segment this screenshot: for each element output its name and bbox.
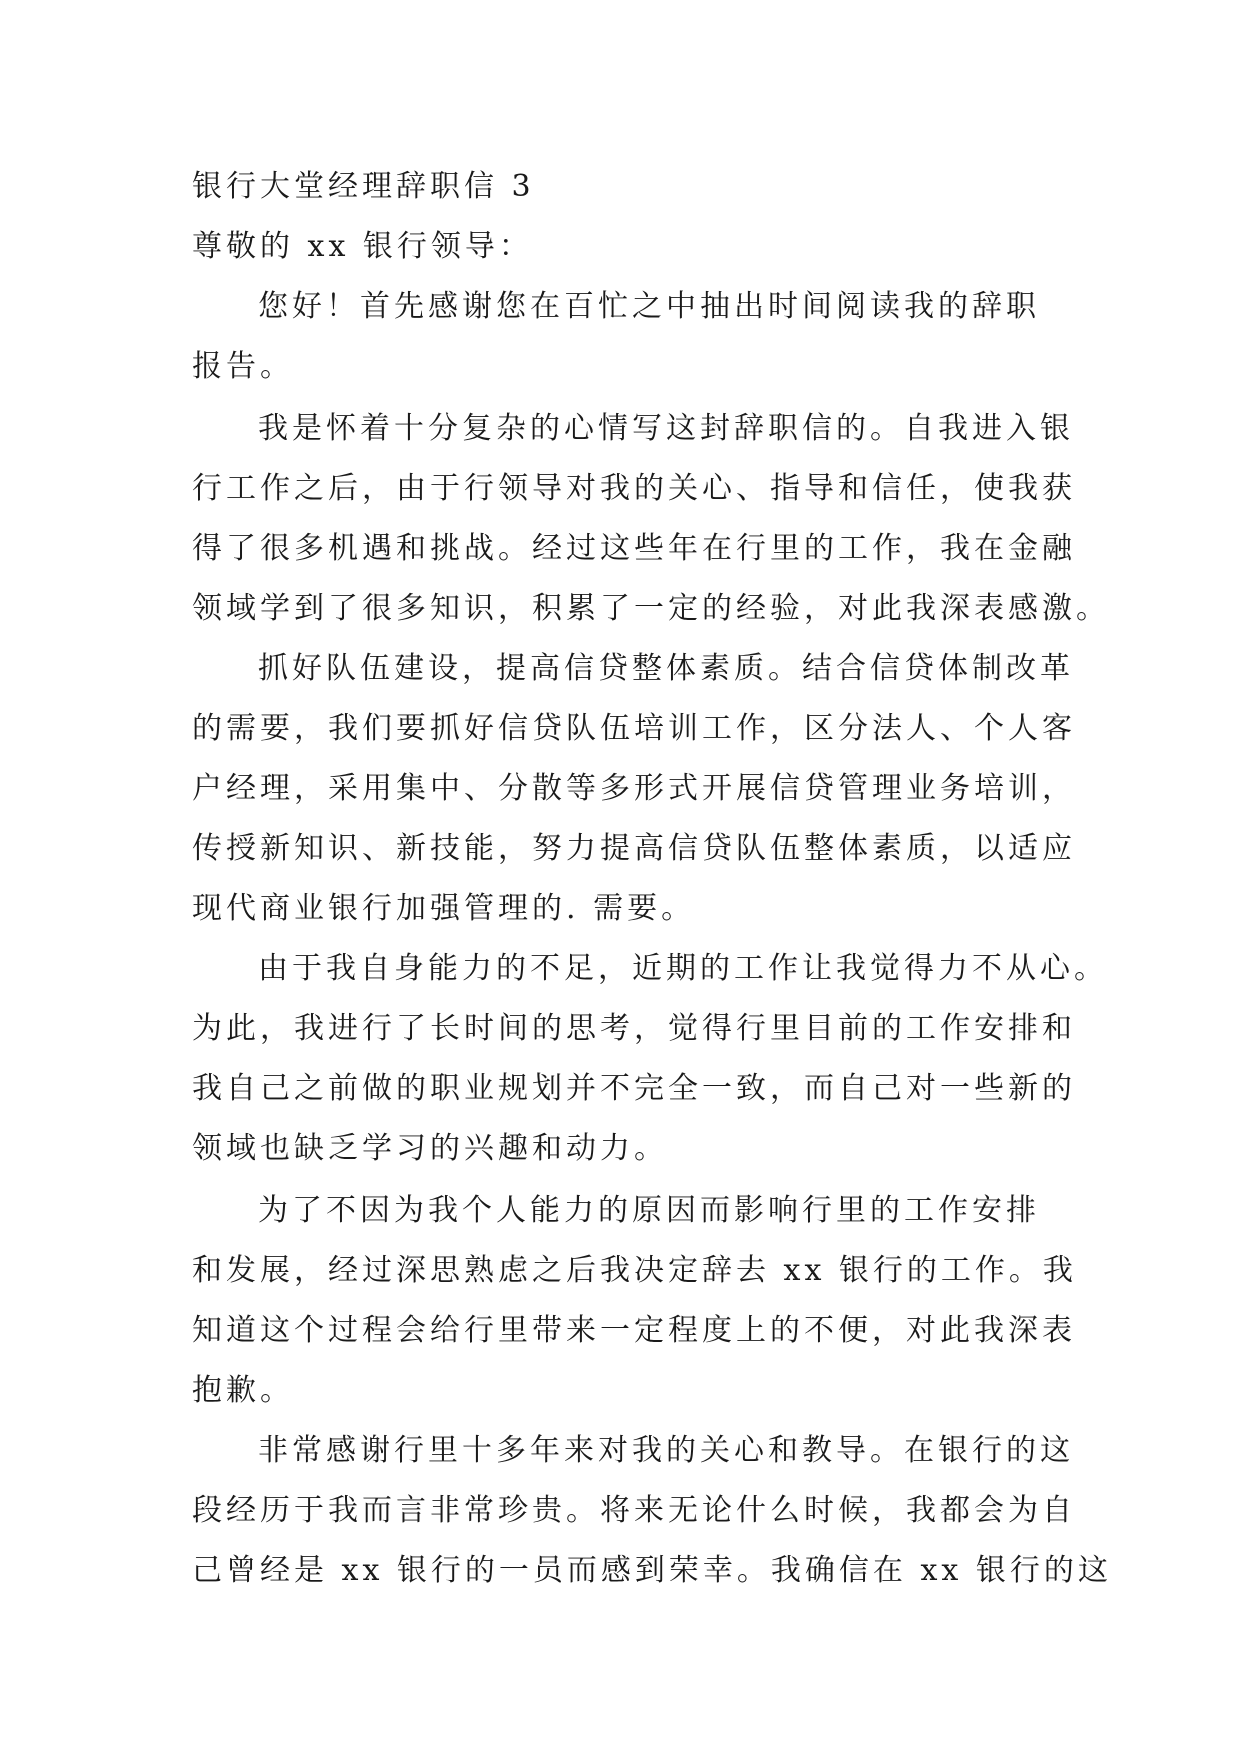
- paragraph-2-line-4: 领域学到了很多知识，积累了一定的经验，对此我深表感激。: [192, 591, 1110, 626]
- salutation: 尊敬的 xx 银行领导：: [192, 229, 533, 264]
- paragraph-4-line-3: 我自己之前做的职业规划并不完全一致，而自己对一些新的: [192, 1071, 1076, 1106]
- paragraph-5-line-4: 抱歉。: [192, 1373, 294, 1408]
- paragraph-4-line-2: 为此，我进行了长时间的思考，觉得行里目前的工作安排和: [192, 1011, 1076, 1046]
- paragraph-3-line-1: 抓好队伍建设，提高信贷整体素质。结合信贷体制改革: [258, 651, 1074, 686]
- paragraph-3-line-3: 户经理，采用集中、分散等多形式开展信贷管理业务培训，: [192, 771, 1076, 806]
- paragraph-5-line-3: 知道这个过程会给行里带来一定程度上的不便，对此我深表: [192, 1313, 1076, 1348]
- paragraph-5-line-1: 为了不因为我个人能力的原因而影响行里的工作安排: [258, 1193, 1040, 1228]
- paragraph-6-line-3: 己曾经是 xx 银行的一员而感到荣幸。我确信在 xx 银行的这: [192, 1553, 1112, 1588]
- paragraph-4-line-4: 领域也缺乏学习的兴趣和动力。: [192, 1131, 668, 1166]
- paragraph-4-line-1: 由于我自身能力的不足，近期的工作让我觉得力不从心。: [258, 951, 1108, 986]
- paragraph-3-line-4: 传授新知识、新技能，努力提高信贷队伍整体素质，以适应: [192, 831, 1076, 866]
- paragraph-1-line-1: 您好！首先感谢您在百忙之中抽出时间阅读我的辞职: [258, 289, 1040, 324]
- paragraph-6-line-1: 非常感谢行里十多年来对我的关心和教导。在银行的这: [258, 1433, 1074, 1468]
- paragraph-3-line-5: 现代商业银行加强管理的. 需要。: [192, 891, 696, 926]
- document-title: 银行大堂经理辞职信 3: [192, 169, 535, 204]
- paragraph-1-line-2: 报告。: [192, 349, 294, 384]
- paragraph-2-line-3: 得了很多机遇和挑战。经过这些年在行里的工作，我在金融: [192, 531, 1076, 566]
- paragraph-6-line-2: 段经历于我而言非常珍贵。将来无论什么时候，我都会为自: [192, 1493, 1076, 1528]
- paragraph-2-line-2: 行工作之后，由于行领导对我的关心、指导和信任，使我获: [192, 471, 1076, 506]
- paragraph-5-line-2: 和发展，经过深思熟虑之后我决定辞去 xx 银行的工作。我: [192, 1253, 1077, 1288]
- paragraph-2-line-1: 我是怀着十分复杂的心情写这封辞职信的。自我进入银: [258, 411, 1074, 446]
- paragraph-3-line-2: 的需要，我们要抓好信贷队伍培训工作，区分法人、个人客: [192, 711, 1076, 746]
